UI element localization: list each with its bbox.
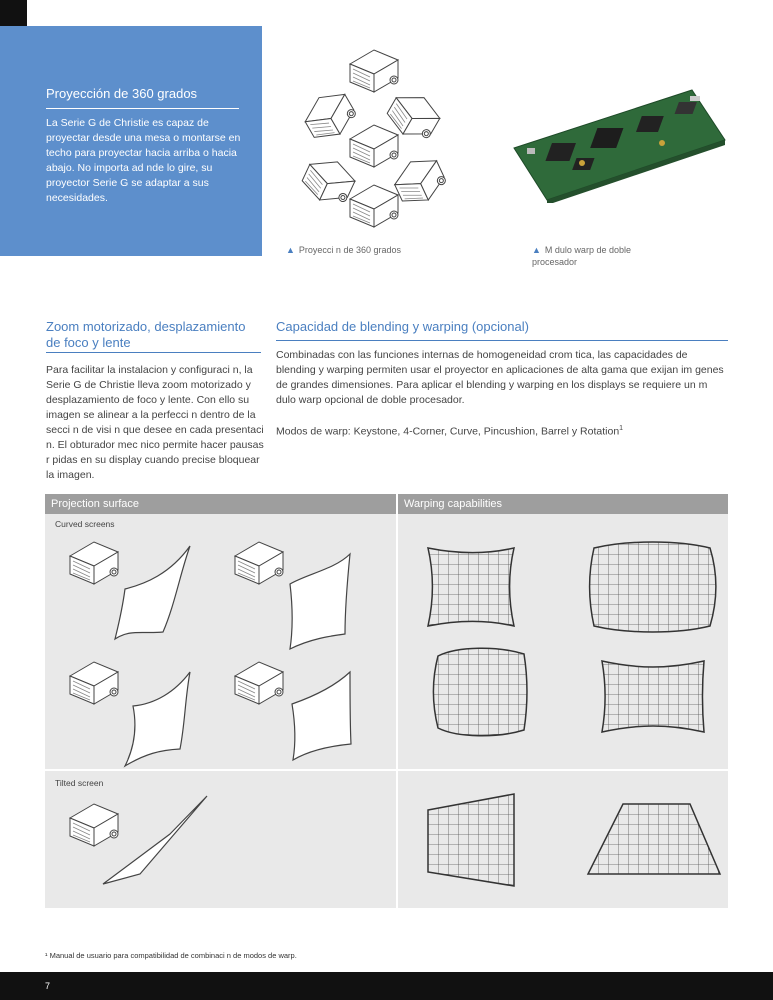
triangle-icon: ▲ — [286, 245, 295, 255]
projector-360-illustration — [295, 40, 460, 235]
zoom-rule — [46, 352, 261, 353]
intro-text: La Serie G de Christie es capaz de proyectar desde una mesa o montarse en techo para proyectar hacia arriba o hacia abajo. No importa ad nde lo gire, su proyector Serie G se adaptar a sus necesidades. — [46, 117, 241, 204]
curved-screens-label: Curved screens — [55, 519, 115, 529]
footnote: ¹ Manual de usuario para compatibilidad de combinaci n de modos de warp. — [45, 951, 297, 960]
caption-warp-module: ▲ M dulo warp de doble procesador — [532, 245, 631, 267]
blending-title: Capacidad de blending y warping (opcional) — [276, 319, 529, 334]
tilted-screen-label: Tilted screen — [55, 778, 104, 788]
zoom-title: Zoom motorizado, desplazamiento de foco y lente — [46, 319, 246, 350]
warp-illustration-panel — [45, 494, 728, 908]
page-footer — [0, 972, 773, 1000]
caption-projection: ▲ Proyecci n de 360 grados — [286, 245, 401, 255]
intro-title: Proyección de 360 grados — [46, 86, 198, 101]
projection-surface-header: Projection surface — [45, 494, 396, 514]
projection-surface-drawings — [45, 514, 396, 908]
corner-block — [0, 0, 27, 26]
zoom-text: Para facilitar la instalacion y configuraci n, la Serie G de Christie lleva zoom motorizado y desplazamiento de foco y lente. Con ello su imagen se alinear a la perfecci n dentro de la secci n de visi n que desee en cada presentaci n. El obturador mec nico permite hacer pausas r pidas en su display cuando precise bloquear la imagen. — [46, 364, 264, 481]
blending-text: Combinadas con las funciones internas de homogeneidad crom tica, las capacidades de blending y warping permiten usar el proyector en aplicaciones de alta gama que exijan im genes de grandes dimensiones. Para aplicar el blending y warping en los displays se requiere un m dulo warp opcional de doble procesador. — [276, 349, 724, 406]
intro-rule — [46, 108, 239, 109]
blending-rule — [276, 340, 728, 341]
warp-modes-text: Modos de warp: Keystone, 4-Corner, Curve, Pincushion, Barrel y Rotation$^1$ — [276, 425, 624, 438]
intro-panel — [0, 26, 262, 256]
warp-module-board-illustration — [512, 88, 727, 203]
triangle-icon: ▲ — [532, 245, 541, 255]
warping-capabilities-header: Warping capabilities — [398, 494, 728, 514]
page-number: 7 — [45, 981, 51, 991]
warping-capability-drawings — [398, 514, 728, 908]
